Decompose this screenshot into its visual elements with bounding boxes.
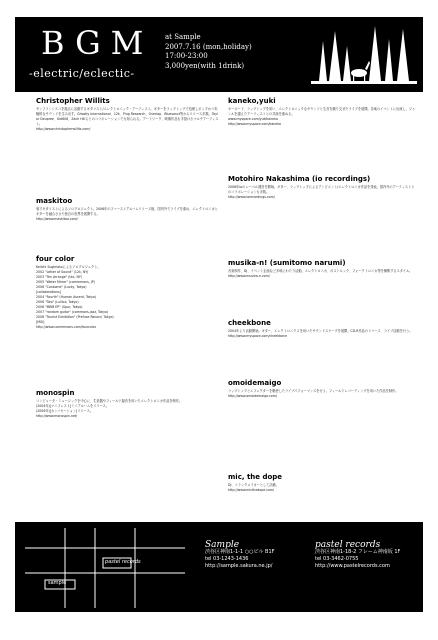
forest-silhouette-image	[309, 21, 419, 88]
artist-name: monospin	[36, 389, 75, 397]
artist-block	[36, 197, 219, 222]
artist-block	[228, 97, 416, 127]
artist-name: maskitoo	[36, 197, 73, 205]
access-map	[25, 528, 185, 608]
artist-bio: サンフランシスコを拠点に活動するギタリスト/エレクトロニック・アーティスト。ギターをラップトップで処理しポップかつ実験的なサウンドを生み出す。Ghostly International、12k、Plug Research、Overlap、Bluesanct等からリリース多数。Taylor Deupree、Kid606、Zach Hillらとのコラボレーションでも知られる。アートワーク、映像作品も手掛けるマルチアーティスト。 http://www.christopherwillits.com/	[36, 107, 219, 131]
event-subtitle: -electric/eclectic-	[29, 67, 135, 80]
venue-tel: tel 03-3462-0755	[315, 556, 359, 562]
artist-block	[228, 473, 416, 493]
artist-name: omoidemaigo	[228, 379, 282, 387]
artist-block	[36, 97, 219, 132]
venue-url[interactable]: http://www.pastelrecords.com	[315, 563, 390, 569]
artist-block	[228, 319, 416, 339]
venue-name: Sample	[205, 540, 240, 550]
artist-block	[228, 379, 416, 399]
artist-block	[228, 259, 416, 279]
venue-line: at Sample	[165, 33, 201, 41]
event-title: BGM	[41, 24, 154, 62]
artist-block	[36, 389, 219, 419]
header-banner	[15, 17, 423, 92]
map-label-pastel: pastel records	[105, 559, 141, 565]
artist-name: Motohiro Nakashima (io recordings)	[228, 175, 371, 183]
artist-name: cheekbone	[228, 319, 271, 327]
venue-address: 渋谷区神南1-1-1 ○○ビル B1F	[205, 549, 275, 555]
venue-sample	[205, 542, 275, 570]
event-price: 3,000yen(with 1drink)	[165, 61, 245, 70]
artist-block	[228, 175, 416, 200]
artist-bio: キーボード、ラップトップを用い、エレクトロニックなサウンドと生音を織り交ぜたライブを展開。各地のイベントに出演し、ジャンルを越えたアーティストとの共演を重ねる。 www.myspace.com/yukikaneko http://www.myspace.com/kaneko	[228, 107, 416, 126]
venue-tel: tel 03-1243-1436	[205, 556, 249, 562]
artist-name: four color	[36, 255, 75, 263]
artist-bio: コンピュータ・ミュージックを中心に、生楽器やフィールド録音を用いたエレクトロニカ作品を制作。 (2004年)[マニフェスト]ミニアルバムをリリース。 (2006年)[カンバセーション]リリース。 http://www.monospin.net/	[36, 399, 183, 418]
event-date: 2007.7.16 (mon,holiday)	[165, 42, 252, 51]
artist-bio: Keiichi Sugimotoによるソロプロジェクト。 2002 "Letter of Sound" (12k, NY) 2003 "Ten Arrange" (tbc, NY) 2005 "Water Mirror" (commmons, JP) 2006 "Consome" (Lucky, Tokyo) [collaborations] 2004 "Fourth" (Human Ascent, Tokyo) 2006 "Two" (Lullica, Tokyo) 2006 "MBM EP" (Spur, Tokyo) 2007 "random guitar" (commons-jazz, Tokyo) 2006 "Tourist Exhibition" (Prefuse Record, Tokyo) [MIX] http://www.commmons.com/fourcolor	[36, 265, 114, 329]
event-time: 17:00-23:00	[165, 52, 208, 60]
artist-bio: ラップトップとエフェクターを駆使したライブパフォーマンスを行う。フィールドレコーディングを用いた作品を制作。 http://www.omoidemaigo.com/	[228, 389, 399, 398]
venue-url[interactable]: http://sample.sakura.ne.jp/	[205, 563, 273, 569]
map-label-sample: sample	[48, 580, 67, 586]
venue-address: 渋谷区神南1-18-2 フレーム神南坂 1F	[315, 549, 401, 555]
artist-bio: DJ、トラックメイカーとして活動。 http://www.micthedope.com/	[228, 483, 279, 492]
artist-name: Christopher Willits	[36, 97, 110, 105]
venue-pastel	[315, 542, 400, 570]
artist-bio: 2006年ioのレーベル運営を開始。ギター、ラップトップによるアンビエント/エレクトロニカ作品を発表。国内外のアーティストとのコラボレーションも多数。 http://www.iorecordings.com/	[228, 185, 415, 199]
artist-bio: 2004年より活動開始。ギター、エレクトロニクスを用いたサウンドスケープを展開。CD-R作品のリリース、ライブ活動を行う。 http://www.myspace.com/cheekbone	[228, 329, 413, 338]
artist-bio: 鬼才ギタリストによるソロプロジェクト。2006年のファーストアルバムリリース後、国内外でライブを重ね、エレクトロニカとギターを融合させた独自の世界を展開する。 http://www.maskitoo.com/	[36, 207, 218, 221]
artist-block	[36, 255, 219, 330]
venue-name: pastel records	[315, 540, 381, 550]
artist-name: musika-n! (sumitomo narumi)	[228, 259, 346, 267]
artist-bio: 音楽制作、DJ、イベント企画など多岐にわたり活動。エレクトロニカ、ポストロック、フォークトロニカ等を横断するスタイル。 http://www.musika-n.com/	[228, 269, 413, 278]
artist-name: kaneko,yuki	[228, 97, 276, 105]
event-info	[165, 33, 252, 71]
footer-info	[15, 522, 423, 612]
artist-name: mic, the dope	[228, 473, 283, 481]
